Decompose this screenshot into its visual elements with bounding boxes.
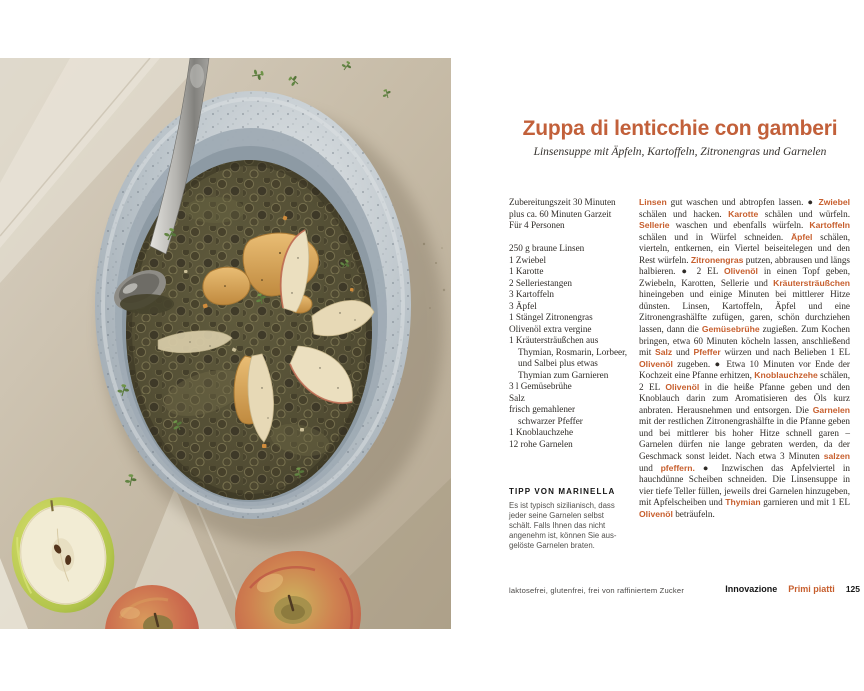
instructions-paragraph: Linsen gut waschen und abtropfen lassen. ● Zwiebel schälen und hacken. Karotte schälen und würfeln. Sellerie waschen und ebenfalls würfeln. Kartoffeln schälen und in Würfel schneiden. Äpfel schälen, vierteln, entkernen, ein Viertel beiseitelegen und den Rest würfeln. Zitronengras putzen, abbrausen und längs halbieren. ● 2 EL Olivenöl in einen Topf geben, Zwiebeln, Karotten, Sellerie und Kräutersträußchen hineingeben und einige Minuten bei mittlerer Hitze dünsten. Linsen, Kartoffeln, Äpfel und eine Zitronengrashälfte zufügen, garen, schön durchziehen lassen, dann die Gemüsebrühe zugießen. Zum Kochen bringen, etwa 60 Minuten köcheln lassen, anschließend mit Salz und Pfeffer würzen und nach Belieben 1 EL Olivenöl zugeben. ● Etwa 10 Minuten vor Ende der Kochzeit eine Pfanne erhitzen, Knoblauchzehe schälen, 2 EL Olivenöl in die heiße Pfanne geben und den Knoblauch darin zum Aromatisieren des Öls kurz anbraten. Herausnehmen und entsorgen. Die Garnelen mit der restlichen Zitronengrashälfte in die Pfanne geben und bei mittlerer bis hoher Hitze schnell garen – Garnelen dürfen nie lange gebraten werden, da der Geschmack sonst leidet. Nach etwa 3 Minuten salzen und pfeffern. ● Inzwischen das Apfelviertel in hauchdünne Scheiben schneiden. Die Linsensuppe in vier tiefe Teller füllen, jeweils drei Garnelen hinzugeben, mit Apfelscheiben und Thymian garnieren und mit 1 EL Olivenöl beträufeln. — [639, 197, 851, 519]
tip-text: Es ist typisch sizilianisch, dass jeder seine Garnelen selbst schält. Falls Ihnen das nicht angenehm ist, können Sie aus- gelöste Garnelen braten. — [509, 501, 617, 550]
tip-heading: TIPP VON MARINELLA — [509, 487, 616, 496]
ingredients-list: 250 g braune Linsen 1 Zwiebel 1 Karotte 2 Selleriestangen 3 Kartoffeln 3 Äpfel 1 Stängel Zitronengras Olivenöl extra vergine 1 Kräutersträußchen aus Thymian, Rosmarin, Lorbeer, und Salbei plus etwas Thymian zum Garnieren 3 l Gemüsebrühe Salz frisch gemahlener schwarzer Pfeffer 1 Knoblauchzehe 12 rohe Garnelen — [509, 243, 628, 449]
footer-section: Innovazione — [725, 584, 778, 594]
footer-right — [600, 584, 860, 594]
tip-box — [509, 487, 641, 551]
ingredients-column — [509, 197, 641, 450]
diet-note: laktosefrei, glutenfrei, frei von raffiniertem Zucker — [509, 586, 685, 595]
recipe-title: Zuppa di lenticchie con gamberi — [522, 117, 838, 140]
prep-info: Zubereitungszeit 30 Minuten plus ca. 60 Minuten Garzeit Für 4 Personen — [509, 197, 616, 230]
recipe-photo — [0, 58, 451, 629]
footer-page-number: 125 — [845, 584, 860, 594]
recipe-subtitle: Linsensuppe mit Äpfeln, Kartoffeln, Zitronengras und Garnelen — [533, 146, 827, 158]
footer-chapter: Primi piatti — [788, 584, 835, 594]
